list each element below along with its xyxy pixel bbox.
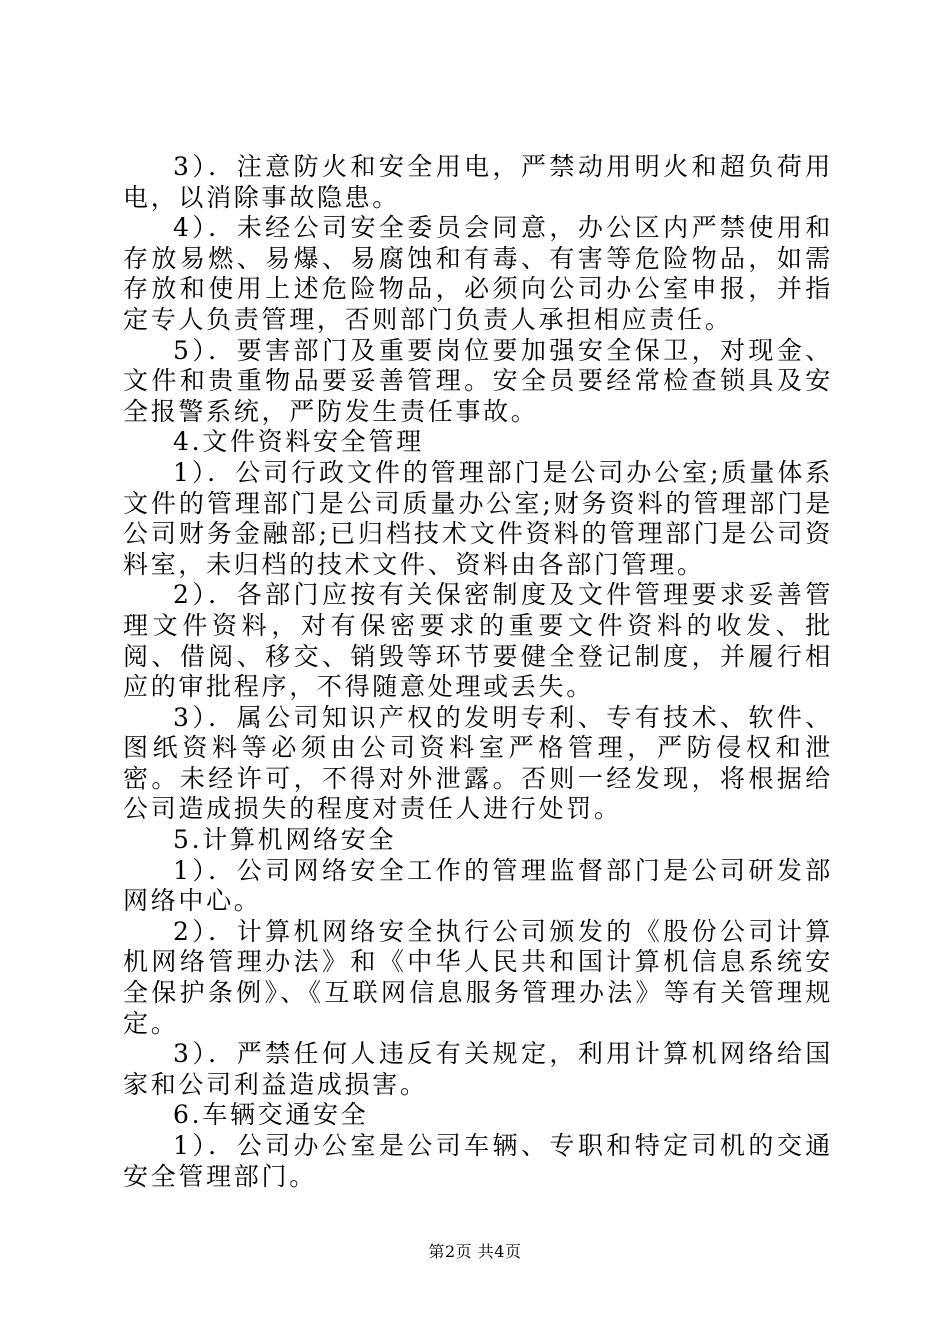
page-number-footer: 第2页 共4页 <box>428 1242 522 1261</box>
paragraph-key-departments: 5）．要害部门及重要岗位要加强安全保卫，对现金、文件和贵重物品要妥善管理。安全员要经常检查锁具及安全报警系统，严防发生责任事故。 <box>123 335 833 426</box>
section-heading-document-security: 4.文件资料安全管理 <box>173 427 424 457</box>
paragraph-document-handling: 2）．各部门应按有关保密制度及文件管理要求妥善管理文件资料，对有保密要求的重要文件资料的收发、批阅、借阅、移交、销毁等环节要健全登记制度，并履行相应的审批程序，不得随意处理或丢失。 <box>123 580 833 702</box>
document-body <box>123 152 833 1192</box>
section-heading-vehicle-safety: 6.车辆交通安全 <box>173 1100 369 1130</box>
section-heading-network-security: 5.计算机网络安全 <box>173 825 397 855</box>
paragraph-network-prohibition: 3）．严禁任何人违反有关规定，利用计算机网络给国家和公司利益造成损害。 <box>123 1039 833 1099</box>
paragraph-network-regulations: 2）．计算机网络安全执行公司颁发的《股份公司计算机网络管理办法》和《中华人民共和国计算机信息系统安全保护条例》、《互联网信息服务管理办法》等有关管理规定。 <box>123 916 833 1038</box>
paragraph-hazardous-materials: 4）．未经公司安全委员会同意，办公区内严禁使用和存放易燃、易爆、易腐蚀和有毒、有害等危险物品，如需存放和使用上述危险物品，必须向公司办公室申报，并指定专人负责管理，否则部门负责人承担相应责任。 <box>123 213 833 334</box>
paragraph-fire-safety: 3）．注意防火和安全用电，严禁动用明火和超负荷用电，以消除事故隐患。 <box>123 152 833 212</box>
paragraph-vehicle-department: 1）．公司办公室是公司车辆、专职和特定司机的交通安全管理部门。 <box>123 1131 833 1191</box>
paragraph-intellectual-property: 3）．属公司知识产权的发明专利、专有技术、软件、图纸资料等必须由公司资料室严格管理，严防侵权和泄密。未经许可，不得对外泄露。否则一经发现，将根据给公司造成损失的程度对责任人进行处罚。 <box>123 702 833 824</box>
paragraph-document-departments: 1）．公司行政文件的管理部门是公司办公室;质量体系文件的管理部门是公司质量办公室;财务资料的管理部门是公司财务金融部;已归档技术文件资料的管理部门是公司资料室，未归档的技术文件、资料由各部门管理。 <box>123 457 833 579</box>
paragraph-network-supervisor: 1）．公司网络安全工作的管理监督部门是公司研发部网络中心。 <box>123 855 833 916</box>
